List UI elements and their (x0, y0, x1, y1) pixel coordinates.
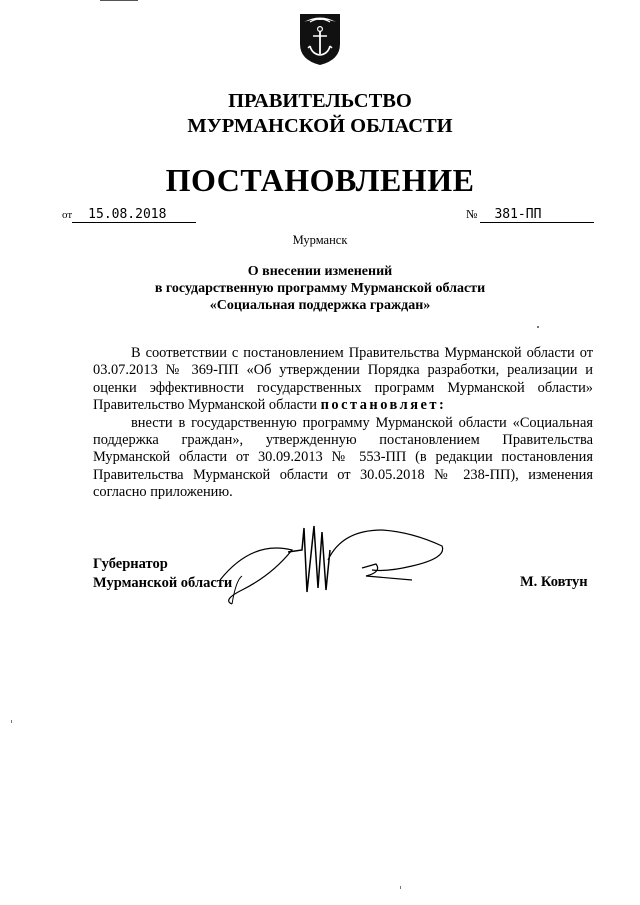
resolve-word: постановляет: (320, 397, 447, 414)
position-line-2: Мурманской области (93, 575, 233, 591)
document-body (93, 345, 593, 502)
org-line-2: МУРМАНСКОЙ ОБЛАСТИ (187, 115, 453, 137)
city: Мурманск (292, 233, 348, 247)
organization-name (0, 89, 640, 139)
date-label: от (62, 209, 73, 221)
document-type: ПОСТАНОВЛЕНИЕ (165, 162, 475, 198)
paragraph-2: внести в государственную программу Мурманской области «Социальная поддержка граждан», утвержденную постановлением Правительства Мурманской области от 30.09.2013 № 553-ПП (в редакции постановления Правительства Мурманской области от 30.05.2018 № 238-ПП), изменения согласно приложению. (93, 414, 593, 501)
position-line-1: Губернатор (93, 556, 168, 572)
scan-artifact (100, 0, 138, 1)
document-title (0, 263, 640, 314)
date-value: 15.08.2018 (72, 208, 196, 223)
number-field (466, 207, 594, 223)
org-line-1: ПРАВИТЕЛЬСТВО (228, 90, 412, 112)
handwritten-signature (212, 520, 452, 610)
number-value: 381-ПП (480, 208, 594, 223)
paragraph-1 (93, 345, 593, 415)
paragraph-1-text: В соответствии с постановлением Правительства Мурманской области от 03.07.2013 № 369-ПП «Об утверждении Порядка разработки, реализации и оценки эффективности государственных программ Мурманской области» Правительство Мурманской области (93, 345, 593, 414)
date-field (62, 207, 196, 223)
number-label: № (466, 207, 478, 221)
title-line-3: «Социальная поддержка граждан» (209, 298, 431, 313)
scan-speck (400, 886, 401, 889)
scan-speck (11, 720, 12, 723)
title-line-2: в государственную программу Мурманской области (154, 281, 486, 296)
signatory-name: М. Ковтун (520, 574, 588, 590)
title-line-1: О внесении изменений (247, 264, 393, 279)
coat-of-arms-icon (298, 10, 342, 66)
scan-speck (537, 326, 539, 328)
